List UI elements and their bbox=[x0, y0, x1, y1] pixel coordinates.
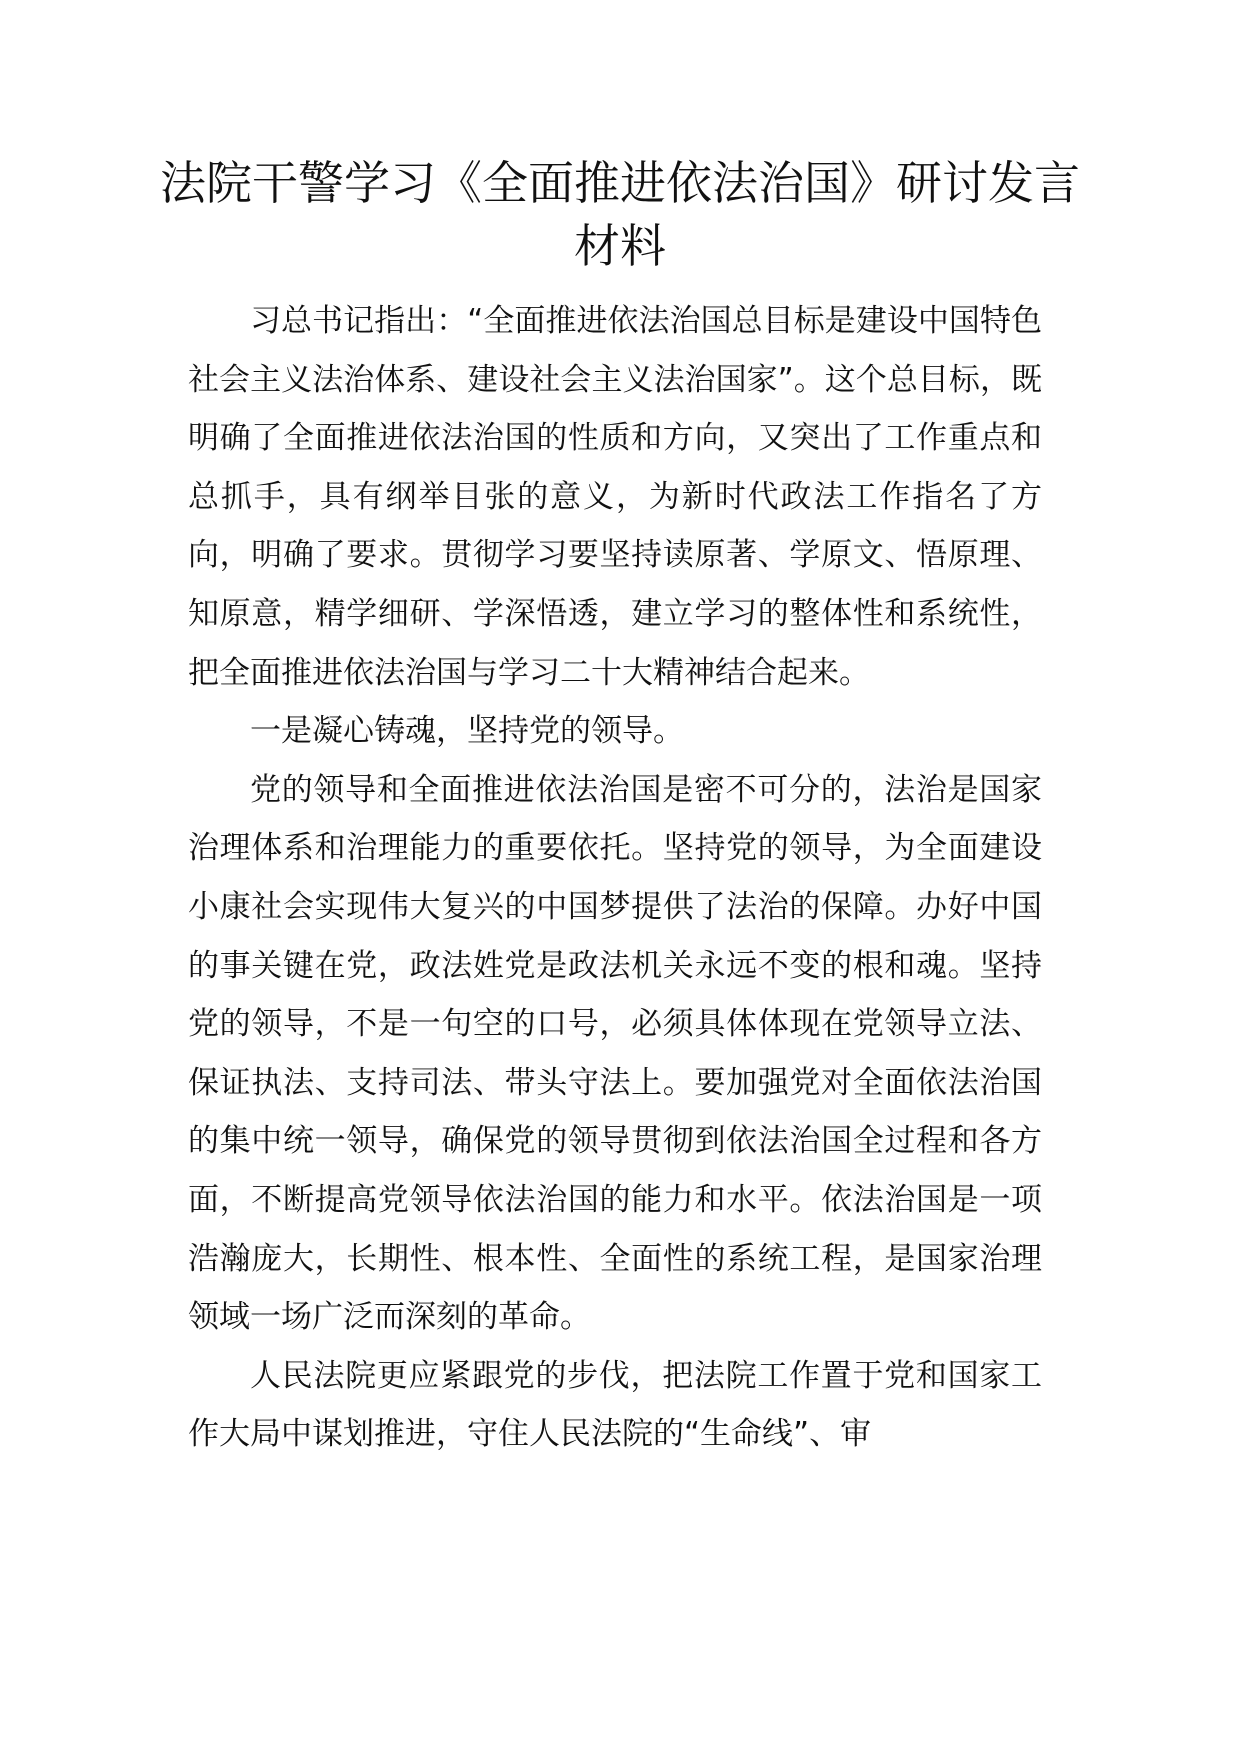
paragraph-heading-one: 一是凝心铸魂，坚持党的领导。 bbox=[250, 713, 684, 750]
document-title: 法院干警学习《全面推进依法治国》研讨发言材料 bbox=[160, 156, 1080, 273]
paragraph-party-leadership: 党的领导和全面推进依法治国是密不可分的，法治是国家治理体系和治理能力的重要依托。坚持党的领导，为全面建设小康社会实现伟大复兴的中国梦提供了法治的保障。办好中国的事关键在党，政法姓党是政法机关永远不变的根和魂。坚持党的领导，不是一句空的口号，必须具体体现在党领导立法、保证执法、支持司法、带头守法上。要加强党对全面依法治国的集中统一领导，确保党的领导贯彻到依法治国全过程和各方面，不断提高党领导依法治国的能力和水平。依法治国是一项浩瀚庞大，长期性、根本性、全面性的系统工程，是国家治理领域一场广泛而深刻的革命。 bbox=[188, 771, 1042, 1336]
paragraph-intro: 习总书记指出：“全面推进依法治国总目标是建设中国特色社会主义法治体系、建设社会主义法治国家”。这个总目标，既明确了全面推进依法治国的性质和方向，又突出了工作重点和总抓手，具有纲举目张的意义，为新时代政法工作指名了方向，明确了要求。贯彻学习要坚持读原著、学原文、悟原理、知原意，精学细研、学深悟透，建立学习的整体性和系统性，把全面推进依法治国与学习二十大精神结合起来。 bbox=[188, 303, 1042, 691]
paragraph-court-work: 人民法院更应紧跟党的步伐，把法院工作置于党和国家工作大局中谋划推进，守住人民法院的“生命线”、审 bbox=[188, 1357, 1042, 1453]
document-body bbox=[188, 292, 1042, 1464]
